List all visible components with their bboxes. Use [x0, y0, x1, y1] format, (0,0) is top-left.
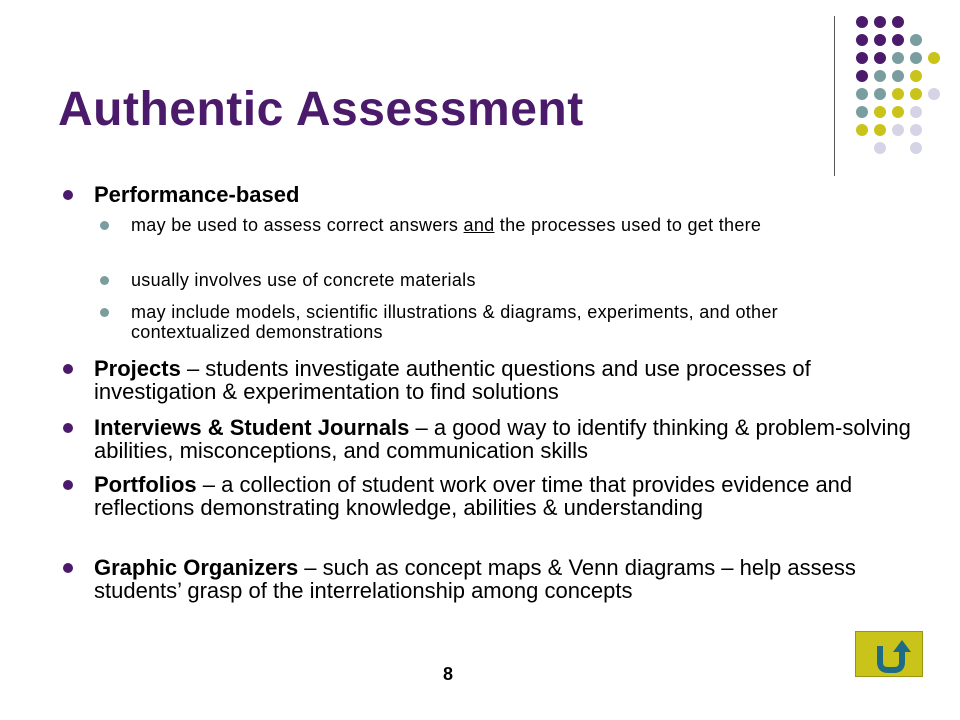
sub-bullet [131, 302, 891, 342]
dot [874, 88, 886, 100]
bullet-portfolios [94, 473, 934, 519]
dot [892, 88, 904, 100]
sub-bullet-text: may include models, scientific illustrations & diagrams, experiments, and other contextualized demonstrations [131, 302, 778, 342]
sub-bullet-text: usually involves use of concrete materials [131, 270, 476, 290]
dot [910, 124, 922, 136]
sub-bullet [131, 215, 891, 235]
bullet-term: Graphic Organizers [94, 555, 299, 580]
bullet-description: – students investigate authentic questions and use processes of investigation & experimentation to find solutions [94, 356, 811, 404]
dot [892, 106, 904, 118]
bullet-interviews [94, 416, 934, 462]
bullet-projects [94, 357, 934, 403]
return-arrow-icon [856, 632, 924, 678]
dot [874, 34, 886, 46]
dot [892, 124, 904, 136]
bullet-term: Portfolios [94, 472, 197, 497]
dot [874, 106, 886, 118]
bullet-description: – a good way to identify thinking & problem-solving abilities, misconceptions, and communication skills [94, 415, 911, 463]
dot [874, 142, 886, 154]
dot [856, 106, 868, 118]
bullet-description: – a collection of student work over time that provides evidence and reflections demonstrating knowledge, abilities & understanding [94, 472, 853, 520]
dot [856, 52, 868, 64]
dot [874, 70, 886, 82]
dot [856, 16, 868, 28]
dot [856, 88, 868, 100]
emphasis-text: and [463, 215, 495, 235]
dot [856, 34, 868, 46]
bullet-term: Interviews & Student Journals [94, 415, 410, 440]
dot [856, 70, 868, 82]
dot [856, 124, 868, 136]
dot [874, 16, 886, 28]
dot [910, 142, 922, 154]
bullet-graphic-organizers [94, 556, 934, 602]
bullet-label: Performance-based [94, 182, 300, 207]
bullet-description: – such as concept maps & Venn diagrams – help assess students’ grasp of the interrelationship among concepts [94, 555, 856, 603]
dot [910, 70, 922, 82]
sub-bullet [131, 270, 891, 290]
bullet-term: Projects [94, 356, 181, 381]
dot [910, 88, 922, 100]
dot [892, 34, 904, 46]
dot [928, 88, 940, 100]
sub-bullet-text: the processes used to get there [494, 215, 762, 235]
return-button[interactable] [855, 631, 923, 677]
dot [892, 52, 904, 64]
sub-bullet-text: may be used to assess correct answers [131, 215, 464, 235]
slide-title: Authentic Assessment [58, 83, 584, 136]
dot [910, 106, 922, 118]
page-number: 8 [442, 664, 453, 684]
bullet-performance-based [94, 183, 934, 206]
divider-line [834, 16, 835, 176]
dot [928, 52, 940, 64]
dot [892, 70, 904, 82]
dot [910, 34, 922, 46]
dot [874, 124, 886, 136]
dot [910, 52, 922, 64]
dot [892, 16, 904, 28]
dot [874, 52, 886, 64]
